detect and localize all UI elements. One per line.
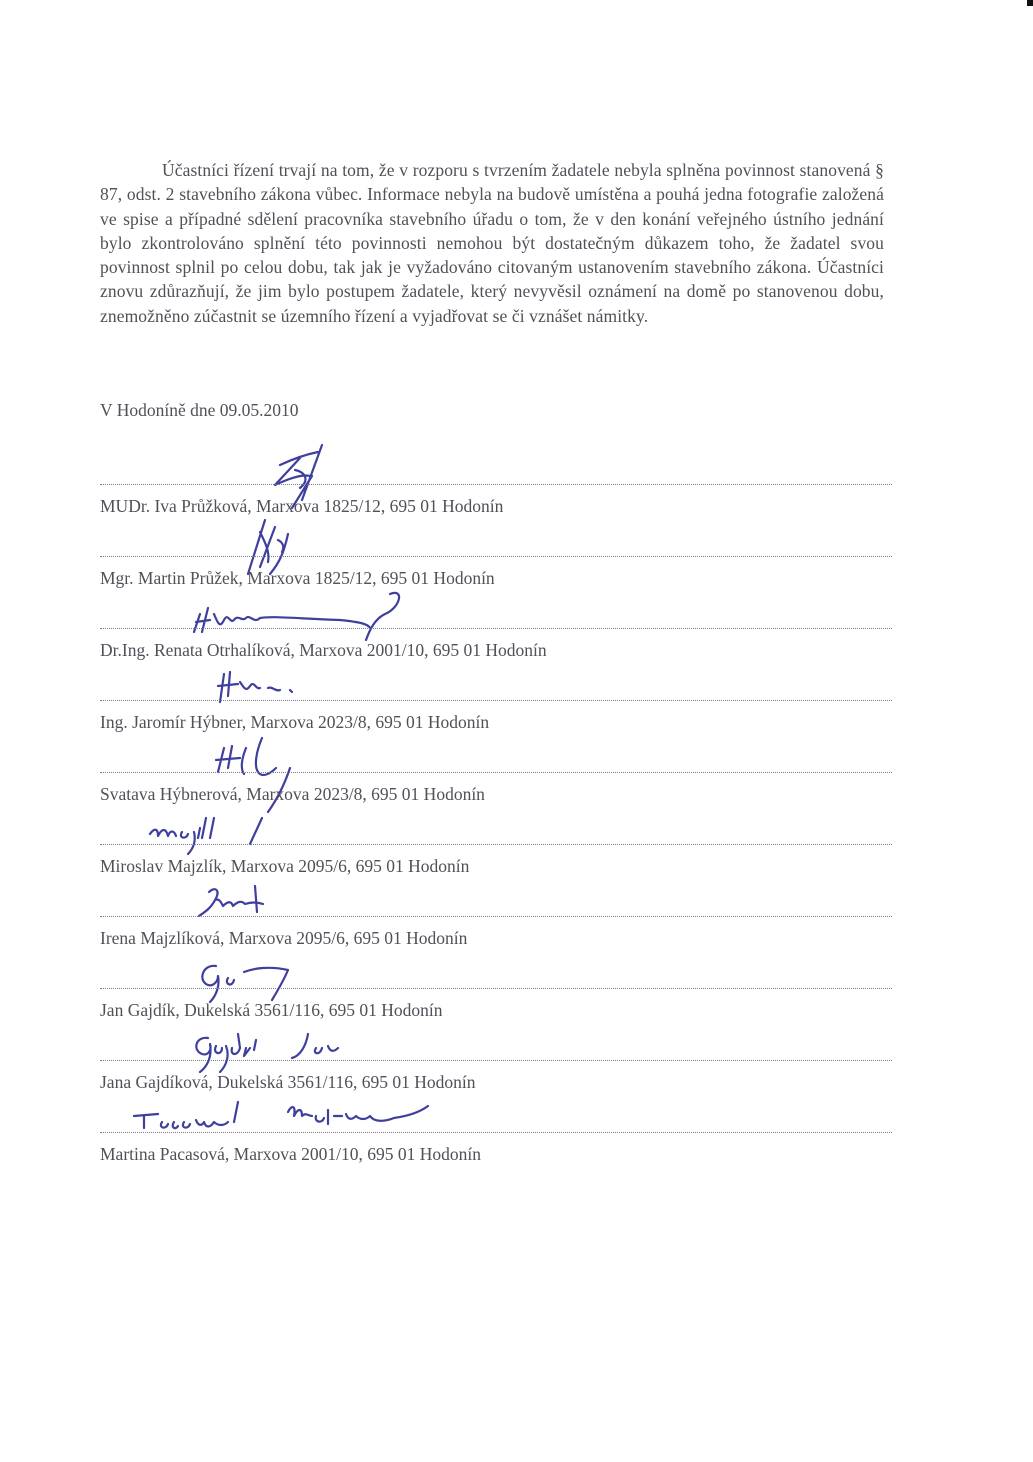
signatory-name: Dr.Ing. Renata Otrhalíková, Marxova 2001/10, 695 01 Hodonín [100,640,547,660]
objection-paragraph: Účastníci řízení trvají na tom, že v rozporu s tvrzením žadatele nebyla splněna povinnost stanovená § 87, odst. 2 stavebního zákona vůbec. Informace nebyla na budově umístěna a pouhá jedna fotografie založená ve spise a případné sdělení pracovníka stavebního úřadu o tom, že v den konání veřejného ústního jednání bylo zkontrolováno splnění této povinnosti nemohou být dostatečným důkazem toho, že žadatel svou povinnost splnil po celou dobu, tak jak je vyžadováno citovaným ustanovením stavebního zákona. Účastníci znovu zdůrazňují, že jim bylo postupem žadatele, který nevyvěsil oznámení na domě po stanovenou dobu, znemožněno zúčastnit se územního řízení a vyjadřovat se či vznášet námitky. [100,160,884,326]
signature-line [100,556,892,557]
signatory-name: Svatava Hýbnerová, Marxova 2023/8, 695 01 Hodonín [100,784,485,804]
signature-block [100,728,900,804]
signatory-name: MUDr. Iva Průžková, Marxova 1825/12, 695 01 Hodonín [100,496,504,516]
signature-line [100,1132,892,1133]
signature-line [100,916,892,917]
signature-line [100,628,892,629]
scan-corner-mark [1027,0,1033,6]
signature-block [100,1088,900,1164]
handwritten-signature [210,660,310,720]
signature-block [100,440,900,516]
handwritten-signature [185,872,305,932]
signature-block [100,1016,900,1092]
place-date-line: V Hodoníně dne 09.05.2010 [100,400,299,420]
signatory-name: Ing. Jaromír Hýbner, Marxova 2023/8, 695 01 Hodonín [100,712,490,732]
signatory-name: Mgr. Martin Průžek, Marxova 1825/12, 695 01 Hodonín [100,568,495,588]
signature-block [100,800,900,876]
signatory-name: Jana Gajdíková, Dukelská 3561/116, 695 01 Hodonín [100,1072,476,1092]
signature-line [100,988,892,989]
signature-line [100,844,892,845]
signatory-name: Irena Majzlíková, Marxova 2095/6, 695 01 Hodonín [100,928,468,948]
signatory-name: Jan Gajdík, Dukelská 3561/116, 695 01 Hodonín [100,1000,443,1020]
signature-block [100,584,900,660]
signature-block [100,872,900,948]
signature-line [100,1060,892,1061]
signatory-name: Miroslav Majzlík, Marxova 2095/6, 695 01 Hodonín [100,856,470,876]
signature-block [100,656,900,732]
signature-line [100,700,892,701]
handwritten-signature [140,804,320,864]
signature-line [100,772,892,773]
signature-line [100,484,892,485]
signature-block [100,512,900,588]
signatory-name: Martina Pacasová, Marxova 2001/10, 695 01 Hodonín [100,1144,482,1164]
signature-block [100,944,900,1020]
handwritten-signature [128,1098,448,1148]
